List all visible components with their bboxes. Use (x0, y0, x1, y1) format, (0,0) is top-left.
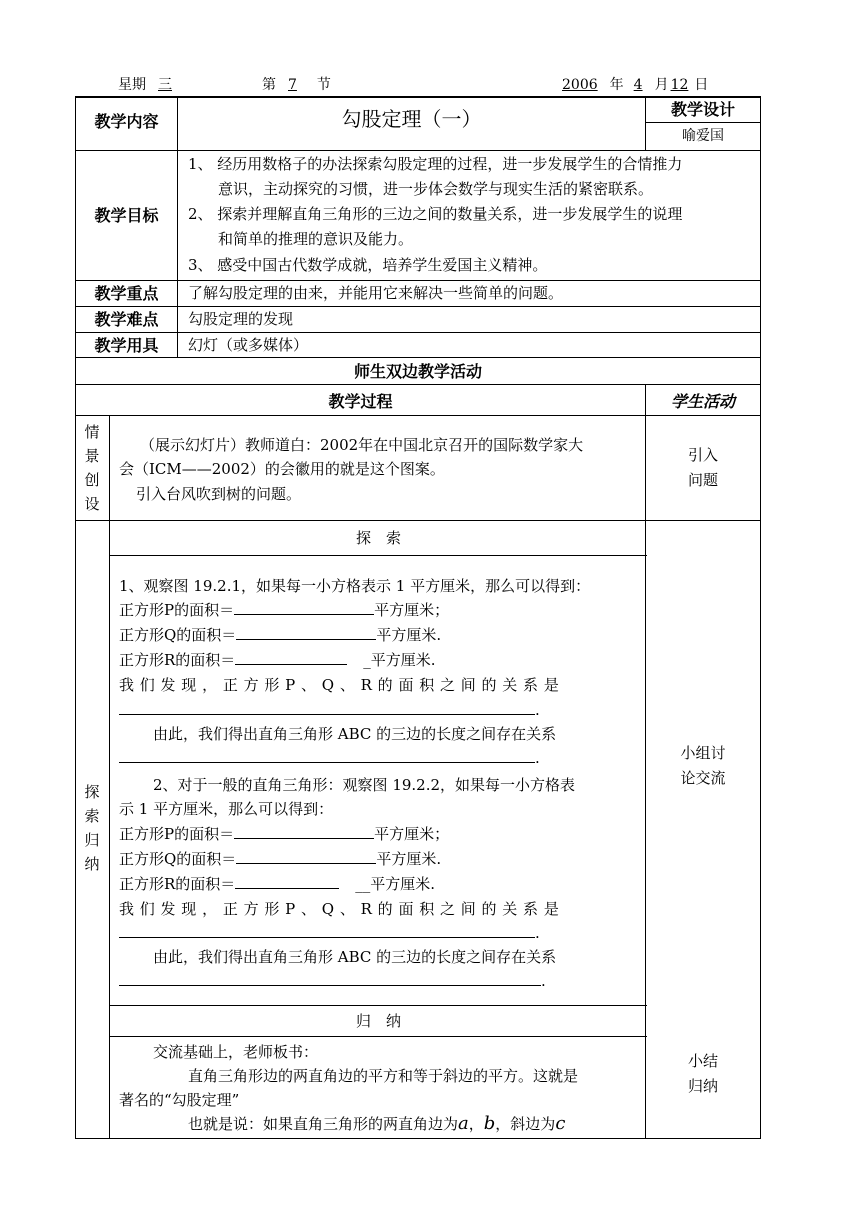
goal-line-2: 意识，主动探究的习惯，进一步体会数学与现实生活的紧密联系。 (218, 180, 654, 198)
period-prefix: 第 (262, 77, 276, 93)
designer-name: 喻爱国 (682, 128, 724, 144)
answer-blank[interactable] (119, 700, 535, 715)
answer-blank[interactable] (119, 971, 541, 986)
situation-line-1: （展示幻灯片）教师道白：2002年在中国北京召开的国际数学家大 (140, 436, 584, 454)
month-unit: 月 (654, 77, 669, 93)
answer-blank[interactable] (234, 600, 374, 615)
situation-line-2: 会（ICM——2002）的会徽用的就是这个图案。 (119, 460, 445, 478)
tools-label: 教学用具 (94, 336, 159, 355)
answer-blank[interactable] (235, 874, 339, 889)
year-value: 2006 (562, 77, 598, 93)
q1-item-p: 正方形P的面积＝ 平方厘米； (119, 601, 450, 619)
q1-item-q: 正方形Q的面积＝ 平方厘米. (119, 626, 442, 644)
design-label: 教学设计 (670, 100, 735, 119)
explore-student-2: 论交流 (680, 769, 726, 787)
explore-char: 索 (84, 807, 100, 825)
year-unit: 年 (609, 77, 624, 93)
q2-found-blank: . (119, 921, 540, 945)
period-suffix: 节 (316, 77, 331, 93)
situation-student-2: 问题 (687, 471, 718, 489)
key-text: 了解勾股定理的由来，并能用它来解决一些简单的问题。 (188, 284, 564, 302)
situation-char: 创 (84, 471, 100, 489)
summary-line-1: 交流基础上，老师板书： (153, 1043, 319, 1061)
tools-text: 幻灯（或多媒体） (188, 336, 309, 354)
variable-c: c (555, 1113, 566, 1134)
goal-line-1: 1、 经历用数格子的办法探索勾股定理的过程，进一步发展学生的合情推力 (188, 155, 683, 173)
q2-therefore: 由此，我们得出直角三角形 ABC 的三边的长度之间存在关系 (153, 948, 557, 966)
month-value: 4 (633, 77, 643, 93)
difficulty-label: 教学难点 (94, 310, 159, 329)
explore-char: 归 (84, 831, 100, 849)
header-weekday (118, 74, 192, 94)
summary-subtitle: 归 纳 (355, 1012, 401, 1030)
answer-blank[interactable] (236, 625, 376, 640)
q2-found: 我 们 发 现 ， 正 方 形 P 、 Q 、 R 的 面 积 之 间 的 关 系 是 (119, 900, 560, 918)
difficulty-text: 勾股定理的发现 (188, 310, 294, 328)
q1-found-blank: . (119, 698, 540, 722)
q2-intro-1: 2、对于一般的直角三角形：观察图 19.2.2，如果每一小方格表 (153, 776, 576, 794)
explore-subtitle: 探 索 (355, 529, 401, 547)
student-activity-label: 学生活动 (670, 392, 735, 411)
q1-intro: 1、观察图 19.2.1，如果每一小方格表示 1 平方厘米，那么可以得到： (119, 577, 591, 595)
content-label: 教学内容 (94, 112, 159, 131)
q2-therefore-blank: . (119, 969, 546, 993)
goal-line-5: 3、 感受中国古代数学成就，培养学生爱国主义精神。 (188, 256, 548, 274)
header-date (556, 74, 708, 94)
answer-blank[interactable] (235, 650, 347, 665)
situation-char: 情 (84, 423, 100, 441)
answer-blank[interactable] (119, 923, 535, 938)
q1-therefore: 由此，我们得出直角三角形 ABC 的三边的长度之间存在关系 (153, 725, 557, 743)
process-label: 教学过程 (328, 392, 393, 411)
q1-therefore-blank: . (119, 746, 540, 770)
goal-line-4: 和简单的推理的意识及能力。 (218, 230, 414, 248)
variable-b: b (483, 1113, 496, 1134)
situation-line-3: 引入台风吹到树的问题。 (136, 485, 302, 503)
activities-title: 师生双边教学活动 (353, 362, 482, 381)
header-period (262, 74, 331, 94)
q2-item-q: 正方形Q的面积＝ 平方厘米. (119, 850, 442, 868)
summary-line-3: 著名的“勾股定理” (119, 1091, 240, 1109)
summary-line-4: 也就是说：如果直角三角形的两直角边为a，b，斜边为c (188, 1113, 566, 1134)
content-title: 勾股定理（一） (341, 107, 482, 131)
day-unit: 日 (694, 77, 709, 93)
period-value: 7 (288, 77, 297, 93)
q1-item-r: 正方形R的面积＝ _平方厘米. (119, 651, 436, 669)
q2-intro-2: 示 1 平方厘米，那么可以得到： (119, 800, 334, 818)
q1-found: 我 们 发 现 ， 正 方 形 P 、 Q 、 R 的 面 积 之 间 的 关 系 是 (119, 676, 560, 694)
answer-blank[interactable] (234, 824, 374, 839)
key-label: 教学重点 (94, 284, 159, 303)
explore-char: 纳 (84, 855, 100, 873)
goal-line-3: 2、 探索并理解直角三角形的三边之间的数量关系，进一步发展学生的说理 (188, 205, 683, 223)
summary-line-2: 直角三角形边的两直角边的平方和等于斜边的平方。这就是 (188, 1067, 579, 1085)
weekday-value: 三 (158, 77, 172, 93)
explore-char: 探 (84, 783, 100, 801)
situation-char: 设 (84, 495, 100, 513)
situation-char: 景 (84, 447, 100, 465)
answer-blank[interactable] (236, 849, 376, 864)
q2-item-r: 正方形R的面积＝ __平方厘米. (119, 875, 436, 893)
situation-student-1: 引入 (687, 446, 718, 464)
variable-a: a (458, 1113, 469, 1134)
weekday-label: 星期 (118, 77, 146, 93)
summary-student-2: 归纳 (687, 1077, 718, 1095)
day-value: 12 (670, 77, 689, 93)
explore-student-1: 小组讨 (680, 744, 726, 762)
goals-label: 教学目标 (94, 206, 159, 225)
answer-blank[interactable] (119, 748, 535, 763)
q2-item-p: 正方形P的面积＝ 平方厘米； (119, 825, 450, 843)
summary-student-1: 小结 (687, 1052, 718, 1070)
